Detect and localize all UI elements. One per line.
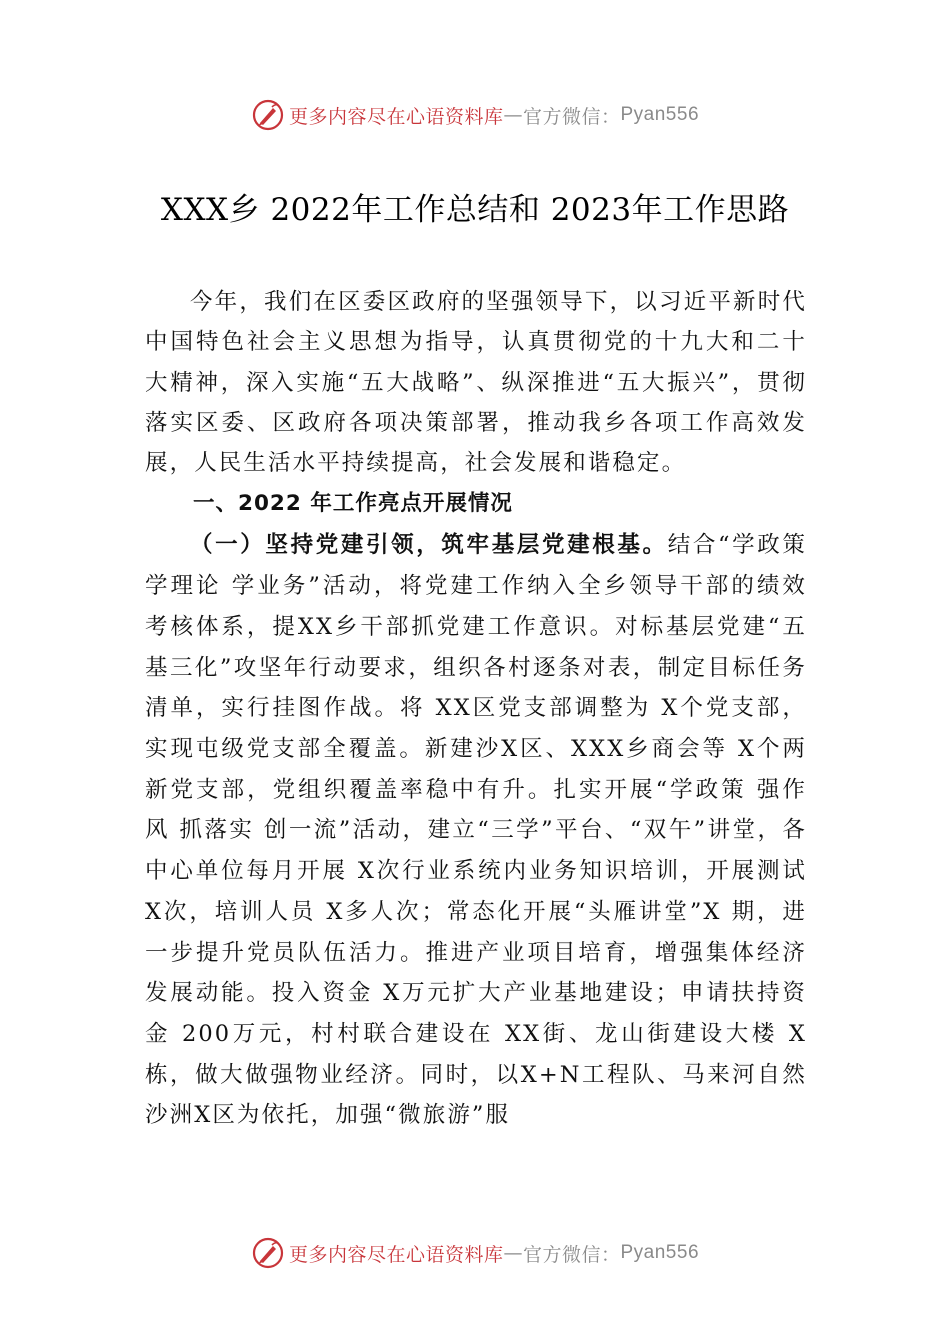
subsection-body: 结合“学政策 学理论 学业务”活动，将党建工作纳入全乡领导干部的绩效考核体系，提XX乡干部抓党建工作意识。对标基层党建“五基三化”攻坚年行动要求，组织各村逐条对表，制定目标任务清单，实行挂图作战。将 XX区党支部调整为 X个党支部，实现屯级党支部全覆盖。新建沙X区、XXX乡商会等 X个两新党支部，党组织覆盖率稳中有升。扎实开展“学政策 强作风 抓落实 创一流”活动，建立“三学”平台、“双午”讲堂，各中心单位每月开展 X次行业系统内业务知识培训，开展测试 X次，培训人员 X多人次；常态化开展“头雁讲堂”X 期，进一步提升党员队伍活力。推进产业项目培育，增强集体经济发展动能。投入资金 X万元扩大产业基地建设；申请扶持资金 200万元，村村联合建设在 XX街、龙山街建设大楼 X 栋，做大做强物业经济。同时，以X+N工程队、马来河自然沙洲X区为依托，加强“微旅游”服 [145, 532, 807, 1129]
intro-paragraph: 今年，我们在区委区政府的坚强领导下，以习近平新时代中国特色社会主义思想为指导，认真贯彻党的十九大和二十大精神，深入实施“五大战略”、纵深推进“五大振兴”，贯彻落实区委、区政府各项决策部署，推动我乡各项工作高效发展，人民生活水平持续提高，社会发展和谐稳定。 [145, 289, 807, 477]
document-body [145, 282, 807, 1136]
watermark-dash: — [503, 1242, 523, 1264]
watermark-wechat-label: 官方微信： [522, 105, 621, 128]
header-watermark [0, 95, 950, 135]
footer-watermark [0, 1233, 950, 1273]
subsection-paragraph [145, 525, 807, 1136]
watermark-site-text: 更多内容尽在心语资料库 [288, 105, 504, 128]
watermark-site-text: 更多内容尽在心语资料库 [288, 1243, 504, 1266]
watermark-wechat-label: 官方微信： [522, 1243, 621, 1266]
pen-circle-logo-icon [251, 98, 285, 132]
watermark-wechat-id: Pyan556 [620, 104, 700, 125]
subsection-heading: （一）坚持党建引领，筑牢基层党建根基。 [190, 532, 668, 559]
watermark-wechat-id: Pyan556 [620, 1242, 700, 1263]
pen-circle-logo-icon [251, 1236, 285, 1270]
document-title: XXX乡 2022年工作总结和 2023年工作思路 [160, 192, 790, 228]
watermark-dash: — [503, 104, 523, 126]
section-heading: 一、2022 年工作亮点开展情况 [193, 491, 513, 517]
